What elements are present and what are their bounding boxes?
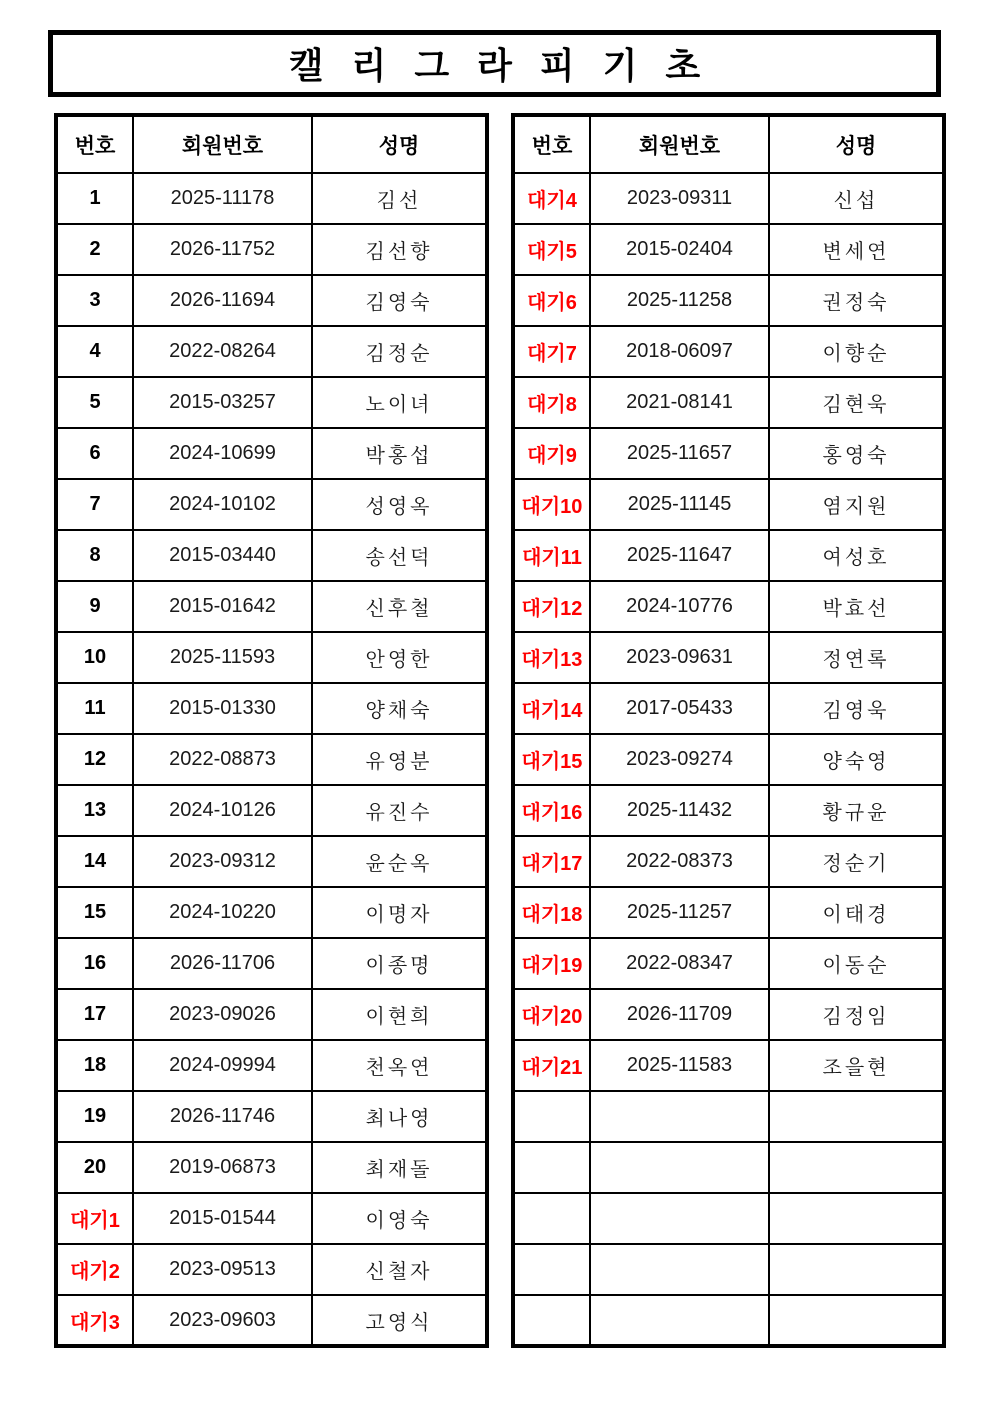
name-cell: 김현욱 bbox=[769, 377, 944, 428]
number-cell: 18 bbox=[56, 1040, 133, 1091]
number-cell: 대기16 bbox=[513, 785, 590, 836]
empty-table-row bbox=[513, 1244, 944, 1295]
table-row bbox=[56, 275, 487, 326]
member-number-cell: 2015-01642 bbox=[133, 581, 312, 632]
table-row bbox=[56, 683, 487, 734]
table-row bbox=[56, 836, 487, 887]
member-number-cell: 2024-10776 bbox=[590, 581, 769, 632]
table-row bbox=[513, 1040, 944, 1091]
table-row bbox=[56, 377, 487, 428]
name-cell bbox=[769, 1142, 944, 1193]
header-row bbox=[56, 115, 487, 173]
table-row bbox=[513, 530, 944, 581]
name-cell: 신섭 bbox=[769, 173, 944, 224]
number-cell bbox=[513, 1142, 590, 1193]
name-cell: 김선향 bbox=[312, 224, 487, 275]
number-cell: 13 bbox=[56, 785, 133, 836]
number-cell: 대기14 bbox=[513, 683, 590, 734]
name-cell: 이태경 bbox=[769, 887, 944, 938]
member-number-cell: 2023-09603 bbox=[133, 1295, 312, 1346]
member-number-cell: 2023-09311 bbox=[590, 173, 769, 224]
member-number-cell: 2023-09631 bbox=[590, 632, 769, 683]
name-cell: 양채숙 bbox=[312, 683, 487, 734]
table-row bbox=[513, 479, 944, 530]
member-number-cell: 2015-01544 bbox=[133, 1193, 312, 1244]
name-cell: 변세연 bbox=[769, 224, 944, 275]
number-cell: 3 bbox=[56, 275, 133, 326]
member-number-cell: 2024-10102 bbox=[133, 479, 312, 530]
name-cell: 최재돌 bbox=[312, 1142, 487, 1193]
table-row bbox=[56, 1295, 487, 1346]
member-number-cell: 2026-11694 bbox=[133, 275, 312, 326]
member-number-cell: 2021-08141 bbox=[590, 377, 769, 428]
number-cell: 대기11 bbox=[513, 530, 590, 581]
member-number-cell: 2025-11257 bbox=[590, 887, 769, 938]
name-cell: 송선덕 bbox=[312, 530, 487, 581]
number-cell: 6 bbox=[56, 428, 133, 479]
member-number-cell: 2026-11752 bbox=[133, 224, 312, 275]
member-number-cell: 2022-08873 bbox=[133, 734, 312, 785]
table-row bbox=[56, 173, 487, 224]
number-cell: 대기2 bbox=[56, 1244, 133, 1295]
table-row bbox=[513, 326, 944, 377]
name-cell: 노이녀 bbox=[312, 377, 487, 428]
table-row bbox=[56, 734, 487, 785]
member-number-cell: 2022-08347 bbox=[590, 938, 769, 989]
table-row bbox=[513, 785, 944, 836]
table-row bbox=[513, 377, 944, 428]
number-cell bbox=[513, 1193, 590, 1244]
member-number-cell: 2017-05433 bbox=[590, 683, 769, 734]
column-header-no: 번호 bbox=[513, 115, 590, 173]
member-number-cell: 2022-08373 bbox=[590, 836, 769, 887]
column-header-no: 번호 bbox=[56, 115, 133, 173]
table-row bbox=[513, 224, 944, 275]
name-cell: 조을현 bbox=[769, 1040, 944, 1091]
name-cell: 김정임 bbox=[769, 989, 944, 1040]
number-cell: 대기6 bbox=[513, 275, 590, 326]
column-header-name: 성명 bbox=[769, 115, 944, 173]
table-row bbox=[56, 326, 487, 377]
name-cell: 김정순 bbox=[312, 326, 487, 377]
roster-table-right bbox=[511, 113, 946, 1348]
member-number-cell: 2025-11178 bbox=[133, 173, 312, 224]
table-row bbox=[56, 887, 487, 938]
name-cell: 신철자 bbox=[312, 1244, 487, 1295]
name-cell bbox=[769, 1244, 944, 1295]
member-number-cell: 2026-11746 bbox=[133, 1091, 312, 1142]
name-cell: 황규윤 bbox=[769, 785, 944, 836]
member-number-cell: 2019-06873 bbox=[133, 1142, 312, 1193]
member-number-cell: 2022-08264 bbox=[133, 326, 312, 377]
name-cell: 박홍섭 bbox=[312, 428, 487, 479]
number-cell: 19 bbox=[56, 1091, 133, 1142]
table-row bbox=[56, 479, 487, 530]
table-row bbox=[513, 275, 944, 326]
number-cell: 대기7 bbox=[513, 326, 590, 377]
table-row bbox=[513, 173, 944, 224]
name-cell: 김선 bbox=[312, 173, 487, 224]
name-cell: 여성호 bbox=[769, 530, 944, 581]
name-cell: 성영옥 bbox=[312, 479, 487, 530]
number-cell: 대기10 bbox=[513, 479, 590, 530]
name-cell bbox=[769, 1091, 944, 1142]
name-cell: 안영한 bbox=[312, 632, 487, 683]
number-cell: 대기21 bbox=[513, 1040, 590, 1091]
table-row bbox=[513, 734, 944, 785]
number-cell: 11 bbox=[56, 683, 133, 734]
name-cell: 양숙영 bbox=[769, 734, 944, 785]
table-row bbox=[513, 683, 944, 734]
number-cell bbox=[513, 1295, 590, 1346]
table-row bbox=[513, 836, 944, 887]
member-number-cell: 2024-10220 bbox=[133, 887, 312, 938]
table-row bbox=[513, 938, 944, 989]
table-row bbox=[56, 1040, 487, 1091]
table-row bbox=[56, 1244, 487, 1295]
table-row bbox=[56, 785, 487, 836]
table-row bbox=[56, 224, 487, 275]
member-number-cell bbox=[590, 1142, 769, 1193]
table-row bbox=[513, 887, 944, 938]
table-row bbox=[56, 530, 487, 581]
name-cell: 신후철 bbox=[312, 581, 487, 632]
member-number-cell bbox=[590, 1091, 769, 1142]
column-header-name: 성명 bbox=[312, 115, 487, 173]
title-box bbox=[48, 30, 941, 97]
page-title: 캘 리 그 라 피 기 초 bbox=[288, 45, 710, 86]
member-number-cell: 2025-11583 bbox=[590, 1040, 769, 1091]
name-cell bbox=[769, 1193, 944, 1244]
member-number-cell: 2015-01330 bbox=[133, 683, 312, 734]
number-cell: 1 bbox=[56, 173, 133, 224]
name-cell: 정순기 bbox=[769, 836, 944, 887]
empty-table-row bbox=[513, 1193, 944, 1244]
number-cell: 대기20 bbox=[513, 989, 590, 1040]
table-row bbox=[513, 581, 944, 632]
column-header-member-no: 회원번호 bbox=[590, 115, 769, 173]
table-row bbox=[56, 1193, 487, 1244]
number-cell: 20 bbox=[56, 1142, 133, 1193]
name-cell: 유영분 bbox=[312, 734, 487, 785]
name-cell: 이향순 bbox=[769, 326, 944, 377]
member-number-cell bbox=[590, 1295, 769, 1346]
number-cell: 17 bbox=[56, 989, 133, 1040]
member-number-cell: 2015-03440 bbox=[133, 530, 312, 581]
name-cell: 홍영숙 bbox=[769, 428, 944, 479]
member-number-cell: 2025-11145 bbox=[590, 479, 769, 530]
member-number-cell: 2023-09026 bbox=[133, 989, 312, 1040]
number-cell: 7 bbox=[56, 479, 133, 530]
empty-table-row bbox=[513, 1091, 944, 1142]
name-cell: 김영욱 bbox=[769, 683, 944, 734]
member-number-cell: 2023-09513 bbox=[133, 1244, 312, 1295]
name-cell: 염지원 bbox=[769, 479, 944, 530]
number-cell: 4 bbox=[56, 326, 133, 377]
number-cell: 대기13 bbox=[513, 632, 590, 683]
name-cell: 이종명 bbox=[312, 938, 487, 989]
name-cell: 박효선 bbox=[769, 581, 944, 632]
name-cell: 정연록 bbox=[769, 632, 944, 683]
number-cell: 대기3 bbox=[56, 1295, 133, 1346]
name-cell: 이영숙 bbox=[312, 1193, 487, 1244]
roster-table-left bbox=[54, 113, 489, 1348]
number-cell: 16 bbox=[56, 938, 133, 989]
name-cell: 이명자 bbox=[312, 887, 487, 938]
tables-container bbox=[54, 113, 946, 1348]
member-number-cell: 2025-11657 bbox=[590, 428, 769, 479]
number-cell: 5 bbox=[56, 377, 133, 428]
member-number-cell: 2018-06097 bbox=[590, 326, 769, 377]
number-cell: 대기15 bbox=[513, 734, 590, 785]
member-number-cell: 2026-11709 bbox=[590, 989, 769, 1040]
column-header-member-no: 회원번호 bbox=[133, 115, 312, 173]
member-number-cell: 2025-11432 bbox=[590, 785, 769, 836]
name-cell: 유진수 bbox=[312, 785, 487, 836]
name-cell bbox=[769, 1295, 944, 1346]
table-row bbox=[513, 632, 944, 683]
empty-table-row bbox=[513, 1142, 944, 1193]
number-cell: 12 bbox=[56, 734, 133, 785]
name-cell: 최나영 bbox=[312, 1091, 487, 1142]
member-number-cell bbox=[590, 1244, 769, 1295]
number-cell: 9 bbox=[56, 581, 133, 632]
member-number-cell: 2026-11706 bbox=[133, 938, 312, 989]
table-row bbox=[56, 989, 487, 1040]
number-cell bbox=[513, 1244, 590, 1295]
number-cell: 14 bbox=[56, 836, 133, 887]
number-cell: 대기12 bbox=[513, 581, 590, 632]
member-number-cell bbox=[590, 1193, 769, 1244]
table-row bbox=[56, 581, 487, 632]
name-cell: 이현희 bbox=[312, 989, 487, 1040]
table-row bbox=[56, 428, 487, 479]
member-number-cell: 2015-02404 bbox=[590, 224, 769, 275]
number-cell: 대기4 bbox=[513, 173, 590, 224]
number-cell: 대기9 bbox=[513, 428, 590, 479]
name-cell: 윤순옥 bbox=[312, 836, 487, 887]
member-number-cell: 2024-09994 bbox=[133, 1040, 312, 1091]
number-cell: 8 bbox=[56, 530, 133, 581]
number-cell: 대기18 bbox=[513, 887, 590, 938]
member-number-cell: 2015-03257 bbox=[133, 377, 312, 428]
member-number-cell: 2025-11258 bbox=[590, 275, 769, 326]
member-number-cell: 2023-09274 bbox=[590, 734, 769, 785]
member-number-cell: 2024-10126 bbox=[133, 785, 312, 836]
number-cell: 대기19 bbox=[513, 938, 590, 989]
table-row bbox=[513, 428, 944, 479]
table-row bbox=[56, 1091, 487, 1142]
number-cell: 10 bbox=[56, 632, 133, 683]
table-row bbox=[56, 1142, 487, 1193]
member-number-cell: 2025-11647 bbox=[590, 530, 769, 581]
empty-table-row bbox=[513, 1295, 944, 1346]
table-body-right bbox=[513, 173, 944, 1346]
table-row bbox=[513, 989, 944, 1040]
member-number-cell: 2023-09312 bbox=[133, 836, 312, 887]
number-cell: 대기5 bbox=[513, 224, 590, 275]
name-cell: 권정숙 bbox=[769, 275, 944, 326]
number-cell: 2 bbox=[56, 224, 133, 275]
name-cell: 이동순 bbox=[769, 938, 944, 989]
number-cell: 대기17 bbox=[513, 836, 590, 887]
member-number-cell: 2024-10699 bbox=[133, 428, 312, 479]
number-cell: 대기1 bbox=[56, 1193, 133, 1244]
member-number-cell: 2025-11593 bbox=[133, 632, 312, 683]
name-cell: 천옥연 bbox=[312, 1040, 487, 1091]
name-cell: 김영숙 bbox=[312, 275, 487, 326]
name-cell: 고영식 bbox=[312, 1295, 487, 1346]
number-cell: 대기8 bbox=[513, 377, 590, 428]
table-row bbox=[56, 632, 487, 683]
header-row bbox=[513, 115, 944, 173]
number-cell bbox=[513, 1091, 590, 1142]
number-cell: 15 bbox=[56, 887, 133, 938]
table-body-left bbox=[56, 173, 487, 1346]
table-row bbox=[56, 938, 487, 989]
